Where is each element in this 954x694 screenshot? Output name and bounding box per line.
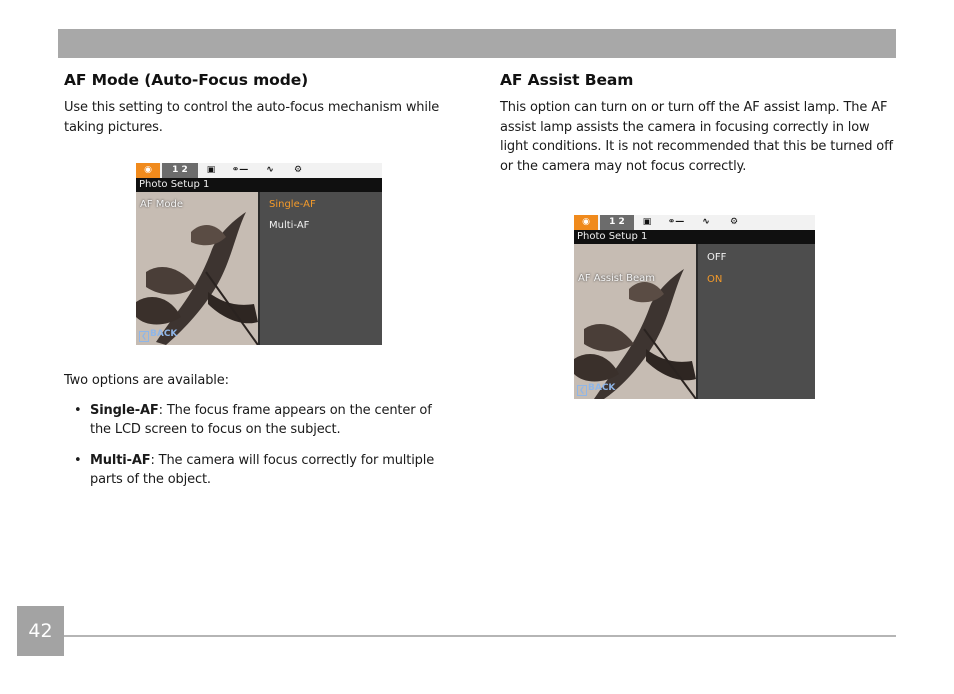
option-menu (260, 192, 382, 345)
af-mode-intro: Use this setting to control the auto-focus mechanism while taking pictures. (64, 100, 440, 135)
option-off[interactable]: OFF (707, 252, 727, 263)
playback-icon: ▣ (642, 217, 652, 227)
flower-photo (574, 244, 696, 399)
setting-label: AF Mode (140, 199, 184, 210)
bullet-text: : The camera will focus correctly for multiple parts of the object. (90, 452, 435, 487)
camera-icon: ◉ (574, 215, 598, 230)
list-item (64, 401, 454, 440)
option-multi-af[interactable]: Multi-AF (269, 220, 310, 231)
option-on[interactable]: ON (707, 274, 723, 285)
bullet-term: Single-AF (90, 402, 159, 418)
bullet-icon: • (74, 452, 82, 468)
af-assist-screen (574, 215, 815, 399)
flower-image (574, 244, 696, 399)
bullet-term: Multi-AF (90, 452, 151, 468)
back-label: BACK (150, 329, 178, 339)
wave-icon: ∿ (702, 217, 710, 227)
key-icon: ⚭— (667, 217, 685, 227)
setting-label: AF Assist Beam (578, 273, 656, 284)
screen-title: Photo Setup 1 (136, 178, 382, 192)
playback-icon: ▣ (206, 165, 216, 175)
camera-icon: ◉ (136, 163, 160, 178)
af-assist-heading: AF Assist Beam (500, 71, 634, 89)
options-list (64, 401, 454, 490)
back-label: BACK (588, 383, 616, 393)
camera-tab-bar (574, 215, 815, 230)
option-single-af[interactable]: Single-AF (269, 199, 316, 210)
camera-tab-bar (136, 163, 382, 178)
options-section (64, 371, 454, 501)
page-number: 42 (17, 606, 64, 656)
screen-title: Photo Setup 1 (574, 230, 815, 244)
af-mode-heading: AF Mode (Auto-Focus mode) (64, 71, 309, 89)
key-icon: ⚭— (231, 165, 249, 175)
flower-image (136, 192, 258, 345)
af-mode-section (64, 71, 454, 137)
af-mode-screen (136, 163, 382, 345)
back-button[interactable] (577, 383, 615, 396)
back-arrow-icon: ❮ (577, 385, 587, 396)
option-menu (698, 244, 815, 399)
header-bar (58, 29, 896, 58)
wave-icon: ∿ (266, 165, 274, 175)
options-intro: Two options are available: (64, 373, 229, 388)
footer-rule (64, 635, 896, 637)
bullet-text: : The focus frame appears on the center of the LCD screen to focus on the subject. (90, 402, 432, 437)
tools-icon: ⚙ (293, 165, 303, 175)
tab-photo-setup: 1 2 (162, 163, 198, 178)
list-item (64, 451, 454, 490)
tools-icon: ⚙ (729, 217, 739, 227)
tab-photo-setup: 1 2 (600, 215, 634, 230)
af-assist-section (500, 71, 896, 176)
af-assist-body: This option can turn on or turn off the AF assist lamp. The AF assist lamp assists the camera in focusing correctly in low light conditions. It is not recommended that this be turned off or the camera may not focus correctly. (500, 100, 893, 174)
back-button[interactable] (139, 329, 177, 342)
back-arrow-icon: ❮ (139, 331, 149, 342)
flower-photo (136, 192, 258, 345)
bullet-icon: • (74, 402, 82, 418)
